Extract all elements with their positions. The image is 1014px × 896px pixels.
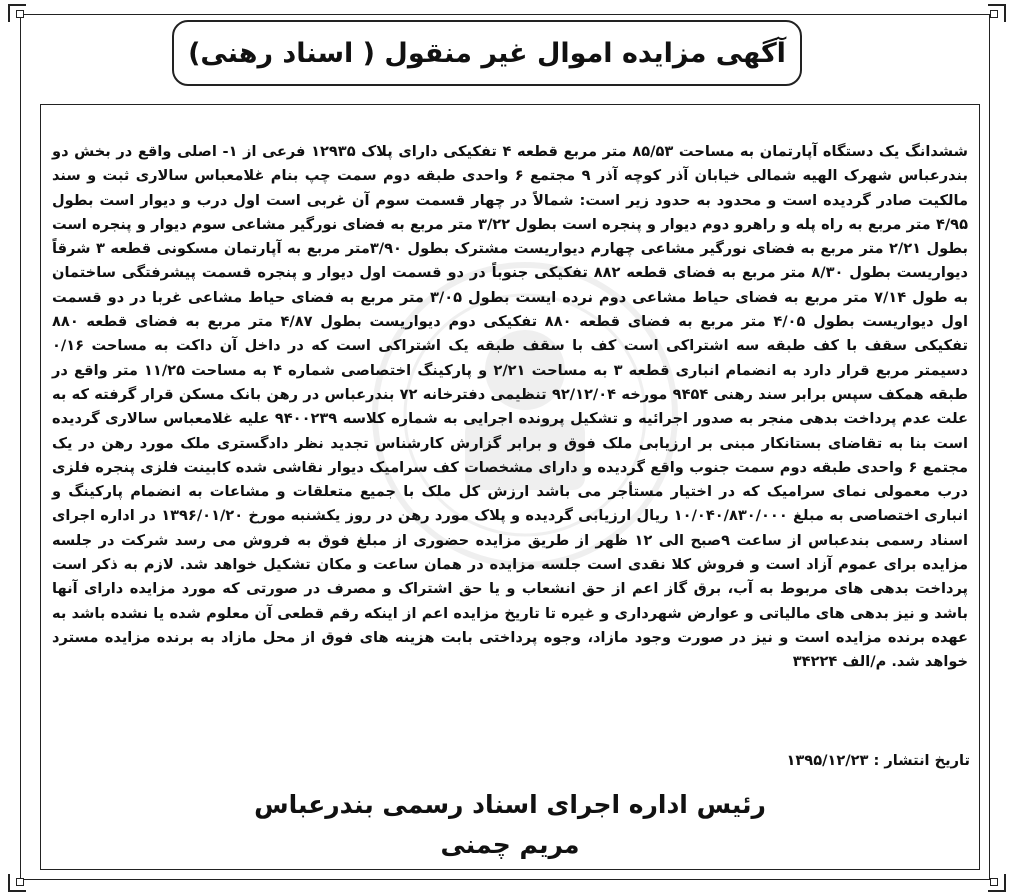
corner-dot-top-left <box>16 10 24 18</box>
notice-body: ششدانگ یک دستگاه آپارتمان به مساحت ۸۵/۵۳ متر مربع قطعه ۴ تفکیکی دارای پلاک ۱۲۹۳۵ فرعی از ۱- اصلی واقع در بخش دو بندرعباس شهرک الهیه شمالی خیابان آذر کوچه آذر ۹ مجتمع ۶ واحدی طبقه دوم سمت چپ بنام غلامعباس سالاری ثبت و سند مالکیت صادر گردیده است و محدود به حدود زیر است: شمالاً در چهار قسمت سوم آن غربی است اول درب و دیوار است بطول ۴/۹۵ متر مربع به راه پله و راهرو دوم دیوار و پنجره است بطول ۳/۲۲ متر مربع به فضای نورگیر مشاعی سوم دیوار و پنجره است بطول ۲/۲۱ متر مربع به فضای نورگیر مشاعی چهارم دیواریست مشترک بطول ۳/۹۰متر مربع به آپارتمان مسکونی قطعه ۳ شرقاً دیواریست بطول ۸/۳۰ متر مربع به فضای قطعه ۸۸۲ تفکیکی جنوباً در دو قسمت اول دیوار و پنجره قسمت پیشرفتگی ساختمان به طول ۷/۱۴ متر مربع به فضای حیاط مشاعی دوم نرده ایست بطول ۳/۰۵ متر مربع به فضای حیاط مشاعی غربا در دو قسمت اول دیواریست بطول ۴/۰۵ متر مربع به فضای قطعه ۸۸۰ تفکیکی دوم دیواریست بطول ۴/۸۷ متر مربع به فضای قطعه ۸۸۰ تفکیکی سقف با کف طبقه سه اشتراکی است کف با سقف طبقه یک اشتراکی است که در داخل آن داکت به مساحت ۰/۱۶ دسیمتر مربع قرار دارد به انضمام انباری قطعه ۳ به مساحت ۲/۲۱ و پارکینگ اختصاصی شماره ۴ به مساحت ۱۱/۲۵ متر واقع در طبقه همکف سپس برابر سند رهنی ۹۴۵۴ مورخه ۹۲/۱۲/۰۴ تنظیمی دفترخانه ۷۲ بندرعباس در رهن بانک مسکن قرار گرفته که به علت عدم پرداخت بدهی منجر به صدور اجرائیه و تشکیل پرونده اجرایی به شماره کلاسه ۹۴۰۰۲۳۹ علیه غلامعباس سالاری گردیده است بنا به تقاضای بستانکار مبنی بر ارزیابی ملک فوق و برابر گزارش کارشناس تجدید نظر دادگستری ملک مورد رهن در یک مجتمع ۶ واحدی طبقه دوم سمت جنوب واقع گردیده و دارای مشخصات کف سرامیک دیوار نقاشی شده کابینت فلزی پنجره فلزی درب معمولی نمای سرامیک که در اختیار مستأجر می باشد ارزش کل ملک با جمیع متعلقات و مشاعات به انضمام پارکینگ و انباری اختصاصی به مبلغ ۱۰/۰۴۰/۸۳۰/۰۰۰ ریال ارزیابی گردیده و پلاک مورد رهن در روز یکشنبه مورخ ۱۳۹۶/۰۱/۲۰ در اداره اجرای اسناد رسمی بندعباس از ساعت ۹صبح الی ۱۲ ظهر از طریق مزایده حضوری از مبلغ فوق به فروش می رسد شرکت در جلسه مزایده برای عموم آزاد است و فروش کلا نقدی است جلسه مزایده در همان ساعت و مکان تشکیل خواهد شد. لازم به ذکر است پرداخت بدهی های مربوط به آب، برق گاز اعم از حق انشعاب و یا حق اشتراک و مصرف در صورتی که مورد مزایده دارای آنها باشد و نیز بدهی های مالیاتی و عوارض شهرداری و غیره تا تاریخ مزایده اعم از اینکه رقم قطعی آن معلوم شده یا نشده باشد به عهده برنده مزایده است و نیز در صورت وجود مازاد، وجوه پرداختی بابت هزینه های فوق از محل مازاد به برنده مزایده مسترد خواهد شد. م/الف ۳۴۲۲۴ <box>52 143 969 671</box>
corner-dot-top-right <box>990 10 998 18</box>
signature-title: رئیس اداره اجرای اسناد رسمی بندرعباس <box>254 790 766 819</box>
corner-dot-bottom-right <box>990 878 998 886</box>
title-box <box>172 20 802 86</box>
notice-title: آگهی مزایده اموال غیر منقول ( اسناد رهنی) <box>188 37 786 69</box>
signature-name: مریم چمنی <box>440 830 580 859</box>
corner-dot-bottom-left <box>16 878 24 886</box>
publish-date: تاریخ انتشار : ۱۳۹۵/۱۲/۲۳ <box>786 752 970 769</box>
